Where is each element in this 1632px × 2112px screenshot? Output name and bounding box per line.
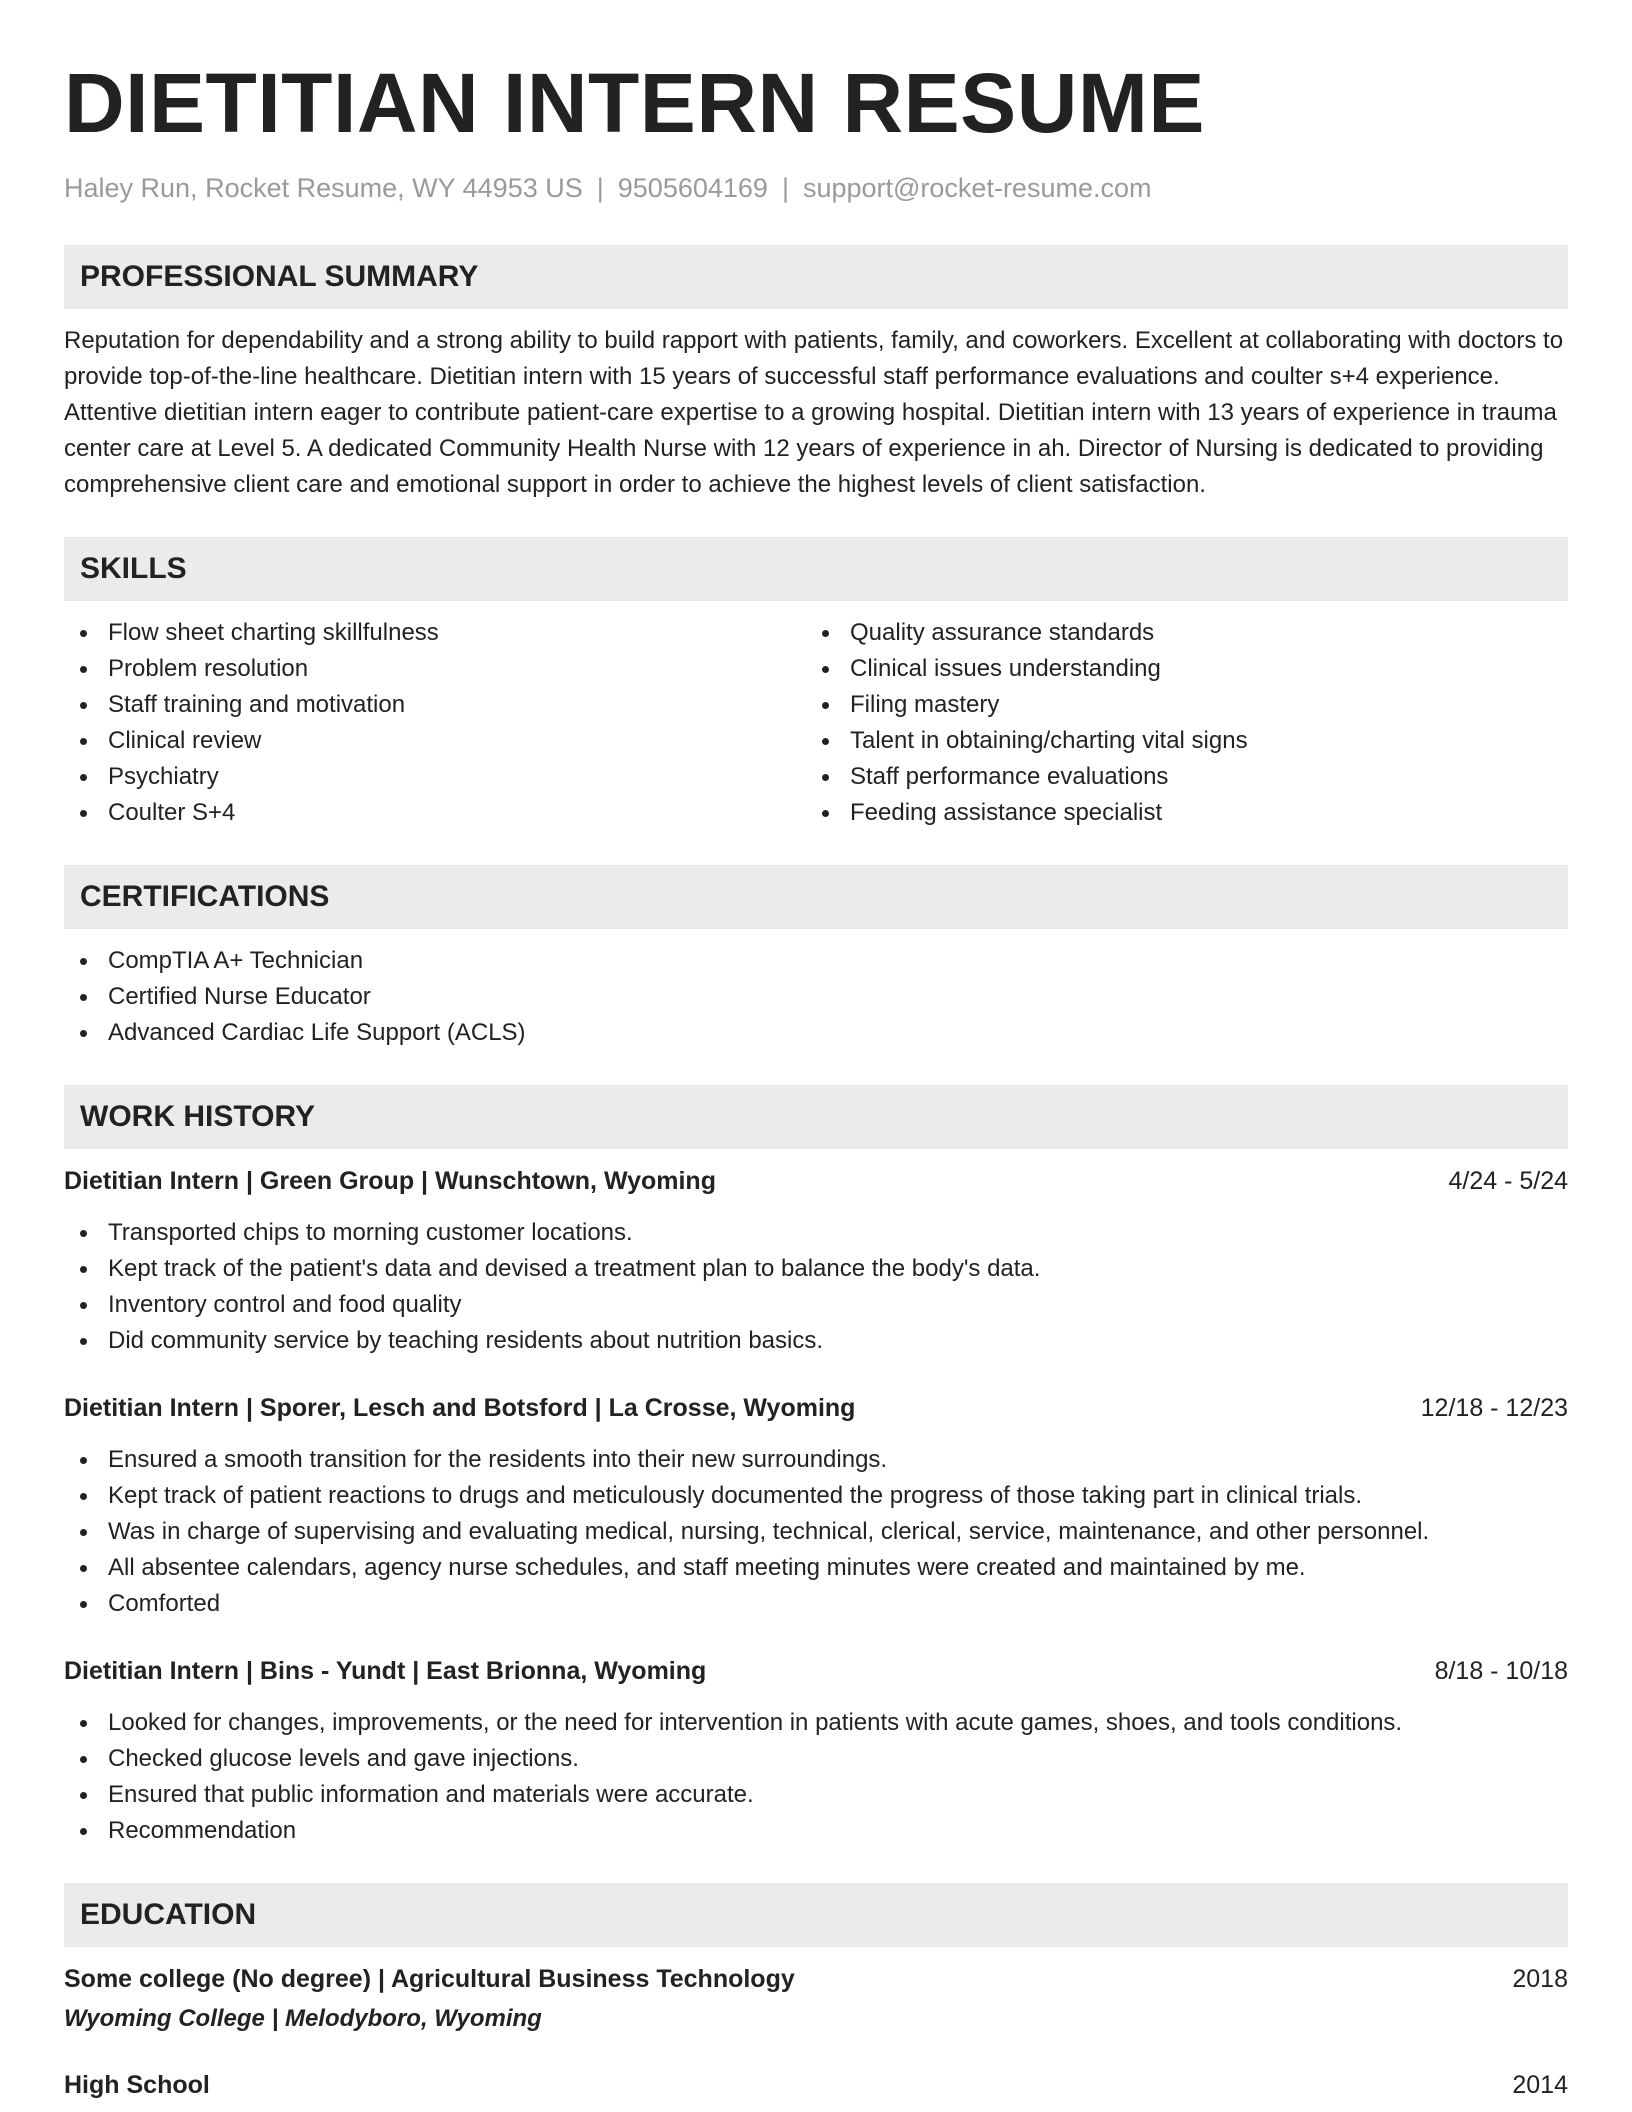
job-bullet: Was in charge of supervising and evaluating medical, nursing, technical, clerical, service, maintenance, and other personnel. <box>64 1514 1568 1550</box>
contact-line <box>64 170 1568 206</box>
job-entry <box>64 1163 1568 1359</box>
job-bullets <box>64 1215 1568 1359</box>
section-header-certifications: CERTIFICATIONS <box>64 865 1568 929</box>
skill-item: Talent in obtaining/charting vital signs <box>806 723 1548 759</box>
job-bullet: Ensured a smooth transition for the residents into their new surroundings. <box>64 1442 1568 1478</box>
job-dates: 8/18 - 10/18 <box>1434 1657 1568 1685</box>
certification-item: Advanced Cardiac Life Support (ACLS) <box>64 1015 1568 1051</box>
skills-grid <box>64 615 1568 831</box>
skill-item: Psychiatry <box>64 759 806 795</box>
section-header-education: EDUCATION <box>64 1883 1568 1947</box>
contact-separator: | <box>596 173 604 203</box>
job-bullet: All absentee calendars, agency nurse schedules, and staff meeting minutes were created and maintained by me. <box>64 1550 1568 1586</box>
education-year: 2018 <box>1512 1965 1568 1993</box>
skill-item: Coulter S+4 <box>64 795 806 831</box>
section-header-skills: SKILLS <box>64 537 1568 601</box>
contact-email: support@rocket-resume.com <box>802 173 1152 203</box>
contact-address: Haley Run, Rocket Resume, WY 44953 US <box>64 173 583 203</box>
job-bullet: Ensured that public information and materials were accurate. <box>64 1777 1568 1813</box>
education-entry <box>64 1961 1568 2037</box>
resume-page <box>64 52 1568 2103</box>
skill-item: Clinical review <box>64 723 806 759</box>
job-bullets <box>64 1442 1568 1622</box>
job-bullet: Inventory control and food quality <box>64 1287 1568 1323</box>
education-header <box>64 2067 1568 2103</box>
job-bullet: Recommendation <box>64 1813 1568 1849</box>
job-title: Dietitian Intern | Green Group | Wunschtown, Wyoming <box>64 1167 716 1195</box>
job-bullet: Looked for changes, improvements, or the need for intervention in patients with acute games, shoes, and tools conditions. <box>64 1705 1568 1741</box>
job-bullet: Checked glucose levels and gave injections. <box>64 1741 1568 1777</box>
skill-item: Staff training and motivation <box>64 687 806 723</box>
contact-separator: | <box>781 173 789 203</box>
page-title: DIETITIAN INTERN RESUME <box>64 56 1205 150</box>
job-bullet: Did community service by teaching residents about nutrition basics. <box>64 1323 1568 1359</box>
education-header <box>64 1961 1568 1997</box>
education-degree: Some college (No degree) | Agricultural Business Technology <box>64 1965 795 1993</box>
job-bullets <box>64 1705 1568 1849</box>
skill-item: Staff performance evaluations <box>806 759 1548 795</box>
section-header-work-history: WORK HISTORY <box>64 1085 1568 1149</box>
contact-phone: 9505604169 <box>617 173 768 203</box>
skill-item: Feeding assistance specialist <box>806 795 1548 831</box>
education-year: 2014 <box>1512 2071 1568 2099</box>
job-title: Dietitian Intern | Bins - Yundt | East Brionna, Wyoming <box>64 1657 707 1685</box>
education-entry <box>64 2067 1568 2103</box>
job-header <box>64 1653 1568 1689</box>
job-bullet: Transported chips to morning customer locations. <box>64 1215 1568 1251</box>
job-bullet: Kept track of the patient's data and devised a treatment plan to balance the body's data. <box>64 1251 1568 1287</box>
job-header <box>64 1163 1568 1199</box>
skills-column-left <box>64 615 806 831</box>
education-degree: High School <box>64 2071 210 2099</box>
job-bullet: Comforted <box>64 1586 1568 1622</box>
job-entry <box>64 1390 1568 1622</box>
job-dates: 4/24 - 5/24 <box>1448 1167 1568 1195</box>
skill-item: Clinical issues understanding <box>806 651 1548 687</box>
skill-item: Quality assurance standards <box>806 615 1548 651</box>
skill-item: Filing mastery <box>806 687 1548 723</box>
job-dates: 12/18 - 12/23 <box>1420 1394 1568 1422</box>
job-entry <box>64 1653 1568 1849</box>
skill-item: Flow sheet charting skillfulness <box>64 615 806 651</box>
job-header <box>64 1390 1568 1426</box>
certification-item: CompTIA A+ Technician <box>64 943 1568 979</box>
job-title: Dietitian Intern | Sporer, Lesch and Botsford | La Crosse, Wyoming <box>64 1394 856 1422</box>
skill-item: Problem resolution <box>64 651 806 687</box>
summary-text: Reputation for dependability and a strong ability to build rapport with patients, family, and coworkers. Excellent at collaborating with doctors to provide top-of-the-line healthcare. Dietitian intern with 15 years of successful staff performance evaluations and coulter s+4 experience. Attentive dietitian intern eager to contribute patient-care expertise to a growing hospital. Dietitian intern with 13 years of experience in trauma center care at Level 5. A dedicated Community Health Nurse with 12 years of experience in ah. Director of Nursing is dedicated to providing comprehensive client care and emotional support in order to achieve the highest levels of client satisfaction. <box>64 327 1564 498</box>
education-school: Wyoming College | Melodyboro, Wyoming <box>64 2005 542 2032</box>
certifications-list <box>64 943 1568 1051</box>
skills-column-right <box>806 615 1548 831</box>
certification-item: Certified Nurse Educator <box>64 979 1568 1015</box>
job-bullet: Kept track of patient reactions to drugs and meticulously documented the progress of those taking part in clinical trials. <box>64 1478 1568 1514</box>
section-header-summary: PROFESSIONAL SUMMARY <box>64 245 1568 309</box>
